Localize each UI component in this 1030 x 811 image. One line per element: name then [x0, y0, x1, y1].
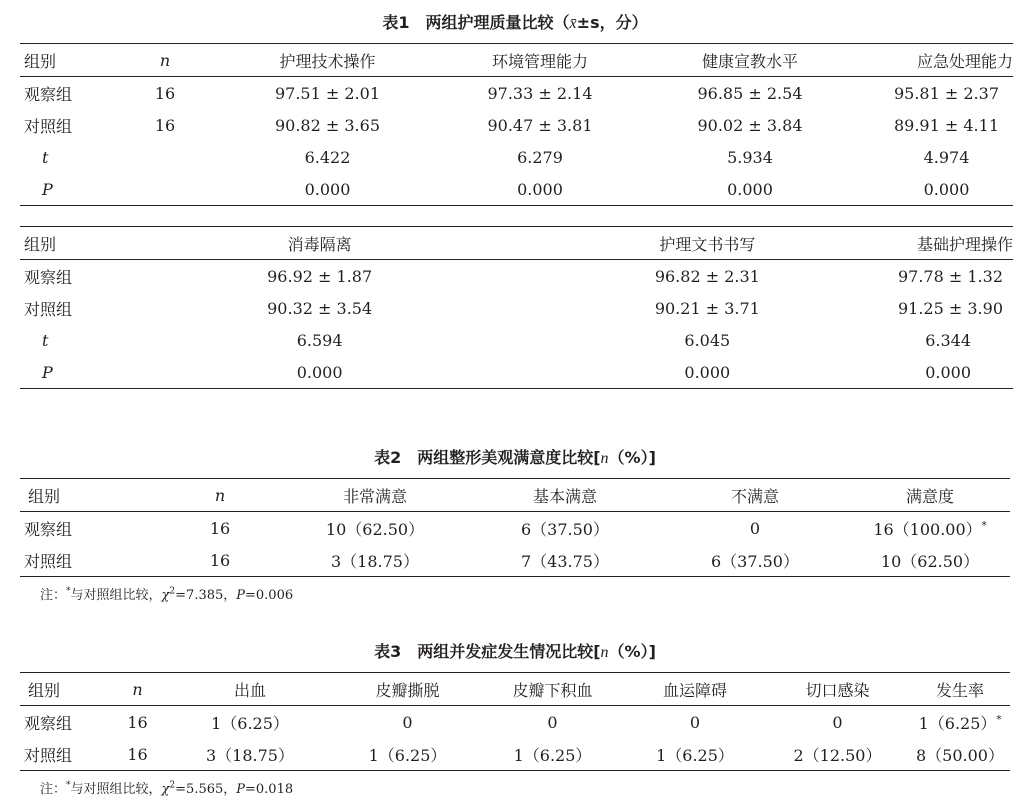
- table-cell: 6.344: [925, 330, 971, 350]
- header-environment: 环境管理能力: [440, 44, 640, 77]
- note-marker: *: [66, 780, 71, 791]
- table-cell: 6.594: [296, 330, 343, 350]
- note-chi: χ: [161, 782, 170, 797]
- header-incidence: 发生率: [910, 673, 1010, 706]
- row-label: 观察组: [24, 519, 73, 539]
- row-label: 对照组: [24, 116, 73, 136]
- table-cell-value: 16（100.00）: [873, 519, 982, 539]
- note-sup: 2: [169, 780, 176, 791]
- header-group: 组别: [20, 479, 120, 512]
- table-cell: 6（37.50）: [660, 544, 850, 577]
- table-cell: 7（43.75）: [470, 544, 660, 577]
- row-label: P: [20, 173, 115, 206]
- table-cell: 97.33 ± 2.14: [487, 83, 593, 103]
- table-cell: 1（6.25）: [211, 713, 289, 733]
- table3-title-suffix: （%）]: [608, 642, 656, 661]
- row-label: 对照组: [24, 299, 73, 319]
- row-label: P: [20, 356, 104, 389]
- table-cell-marked: [910, 706, 1010, 739]
- table-row: [20, 77, 1013, 110]
- table-row: [20, 512, 1010, 545]
- note-p: P: [236, 782, 246, 797]
- table3-note: [40, 778, 293, 797]
- table-cell: 89.91 ± 4.11: [893, 115, 999, 135]
- table2-title-suffix: （%）]: [608, 448, 656, 467]
- table-cell: 0: [547, 712, 558, 732]
- table-header-row: [20, 479, 1010, 512]
- table-cell: 2（12.50）: [765, 738, 910, 771]
- header-disinfection: 消毒隔离: [104, 227, 494, 260]
- table-header-row: [20, 673, 1010, 706]
- header-flap-avulsion: 皮瓣撕脱: [335, 673, 480, 706]
- table-cell: 16: [127, 712, 148, 732]
- table-cell: 4.974: [923, 147, 970, 167]
- table-cell: 0: [832, 712, 843, 732]
- table-row: [20, 356, 1013, 389]
- note-text: 与对照组比较，: [70, 588, 162, 603]
- row-label: t: [42, 147, 49, 167]
- table3: [20, 672, 1010, 771]
- row-label: t: [42, 330, 49, 350]
- table2-title: [0, 445, 1030, 468]
- table-cell: 0: [402, 712, 413, 732]
- table-cell: 0.000: [215, 173, 440, 206]
- note-pval: =0.006: [245, 588, 294, 603]
- header-blood-supply: 血运障碍: [625, 673, 765, 706]
- table3-title-n: n: [600, 644, 609, 661]
- note-prefix: 注：: [40, 588, 67, 603]
- note-p: P: [236, 588, 246, 603]
- header-satisfaction: 满意度: [850, 479, 1010, 512]
- table-cell: 3（18.75）: [165, 738, 335, 771]
- header-n: n: [115, 44, 215, 77]
- header-bleeding: 出血: [165, 673, 335, 706]
- table1-title-prefix: 表1 两组护理质量比较（: [382, 13, 570, 32]
- table-cell: 90.32 ± 3.54: [267, 298, 373, 318]
- header-group: 组别: [20, 227, 104, 260]
- note-text: 与对照组比较，: [70, 782, 162, 797]
- table-cell: 97.78 ± 1.32: [897, 266, 1003, 286]
- table-cell: 90.82 ± 3.65: [274, 115, 380, 135]
- table-cell: 90.47 ± 3.81: [487, 115, 593, 135]
- header-education: 健康宣教水平: [640, 44, 860, 77]
- table2: [20, 478, 1010, 577]
- significance-marker: *: [996, 714, 1002, 726]
- header-documentation: 护理文书书写: [495, 227, 760, 260]
- table-cell: 0: [689, 712, 701, 732]
- table-cell: 10（62.50）: [850, 544, 1010, 577]
- table1-part1: [20, 43, 1013, 206]
- table-cell: 96.92 ± 1.87: [267, 266, 373, 286]
- note-stats: =5.565，: [175, 782, 237, 797]
- row-label: 对照组: [20, 738, 110, 771]
- header-satisfied: 基本满意: [470, 479, 660, 512]
- header-very-satisfied: 非常满意: [280, 479, 470, 512]
- table-cell: 0.000: [760, 356, 1013, 389]
- table-cell: 16: [154, 115, 176, 135]
- table2-title-n: n: [600, 450, 609, 467]
- table2-title-prefix: 表2 两组整形美观满意度比较[: [374, 448, 601, 467]
- row-label: 观察组: [24, 84, 73, 104]
- table-cell: 96.85 ± 2.54: [697, 83, 803, 103]
- note-sup: 2: [169, 586, 176, 597]
- table-row: [20, 292, 1013, 324]
- table-row: [20, 260, 1013, 293]
- table1-title: [0, 10, 1030, 33]
- table-cell: 6.279: [517, 147, 563, 167]
- table-cell: 6.045: [684, 330, 731, 350]
- table-row: [20, 141, 1013, 173]
- note-pval: =0.018: [245, 782, 294, 797]
- header-unsatisfied: 不满意: [660, 479, 850, 512]
- note-prefix: 注：: [40, 782, 67, 797]
- table-cell: 16: [110, 738, 165, 771]
- table-cell: 97.51 ± 2.01: [274, 83, 380, 103]
- table-cell: 0.000: [104, 356, 494, 389]
- note-stats: =7.385，: [175, 588, 237, 603]
- table-cell: 0: [749, 518, 761, 538]
- table-row: [20, 544, 1010, 577]
- table-header-row: [20, 227, 1013, 260]
- table-cell: 90.21 ± 3.71: [654, 298, 760, 318]
- header-infection: 切口感染: [765, 673, 910, 706]
- table-header-row: [20, 44, 1013, 77]
- header-n: n: [110, 673, 165, 706]
- table-cell-marked: [850, 512, 1010, 545]
- table1-title-suffix: ±s，分）: [576, 13, 648, 32]
- table3-title-prefix: 表3 两组并发症发生情况比较[: [374, 642, 601, 661]
- table1-part2: [20, 226, 1013, 389]
- table3-title: [0, 639, 1030, 662]
- row-label: 对照组: [20, 544, 120, 577]
- table2-note: [40, 584, 293, 603]
- table-cell-value: 1（6.25）: [918, 713, 997, 733]
- table-row: [20, 738, 1010, 771]
- table-cell: 91.25 ± 3.90: [897, 298, 1003, 318]
- table-cell: 90.02 ± 3.84: [697, 115, 803, 135]
- table-cell: 6（37.50）: [521, 519, 609, 539]
- table-row: [20, 109, 1013, 141]
- table1-title-symbol: x̄: [569, 15, 577, 32]
- table-cell: 95.81 ± 2.37: [893, 83, 999, 103]
- row-label: 观察组: [24, 713, 73, 733]
- note-marker: *: [66, 586, 71, 597]
- note-chi: χ: [161, 588, 170, 603]
- table-cell: 3（18.75）: [280, 544, 470, 577]
- header-group: 组别: [20, 44, 115, 77]
- table-cell: 6.422: [304, 147, 351, 167]
- table-cell: 1（6.25）: [625, 738, 765, 771]
- table-cell: 0.000: [640, 173, 860, 206]
- table-cell: 16: [209, 518, 231, 538]
- table-cell: [115, 173, 215, 206]
- header-skill: 护理技术操作: [215, 44, 440, 77]
- header-basic-care: 基础护理操作: [760, 227, 1013, 260]
- table-cell: 0.000: [440, 173, 640, 206]
- table-row: [20, 324, 1013, 356]
- table-cell: 8（50.00）: [910, 738, 1010, 771]
- table-cell: 96.82 ± 2.31: [654, 266, 760, 286]
- header-n: n: [120, 479, 280, 512]
- row-label: 观察组: [24, 267, 73, 287]
- table-cell: [115, 141, 215, 173]
- table-cell: 16: [154, 83, 176, 103]
- header-group: 组别: [20, 673, 110, 706]
- table-cell: 10（62.50）: [325, 519, 425, 539]
- header-hematoma: 皮瓣下积血: [480, 673, 625, 706]
- table-cell: 1（6.25）: [480, 738, 625, 771]
- table-row: [20, 173, 1013, 206]
- table-cell: 0.000: [860, 173, 1013, 206]
- table-cell: 5.934: [727, 147, 773, 167]
- table-cell: 0.000: [495, 356, 760, 389]
- table-row: [20, 706, 1010, 739]
- header-emergency: 应急处理能力: [860, 44, 1013, 77]
- significance-marker: *: [981, 520, 987, 532]
- table-cell: 16: [120, 544, 280, 577]
- table-cell: 1（6.25）: [335, 738, 480, 771]
